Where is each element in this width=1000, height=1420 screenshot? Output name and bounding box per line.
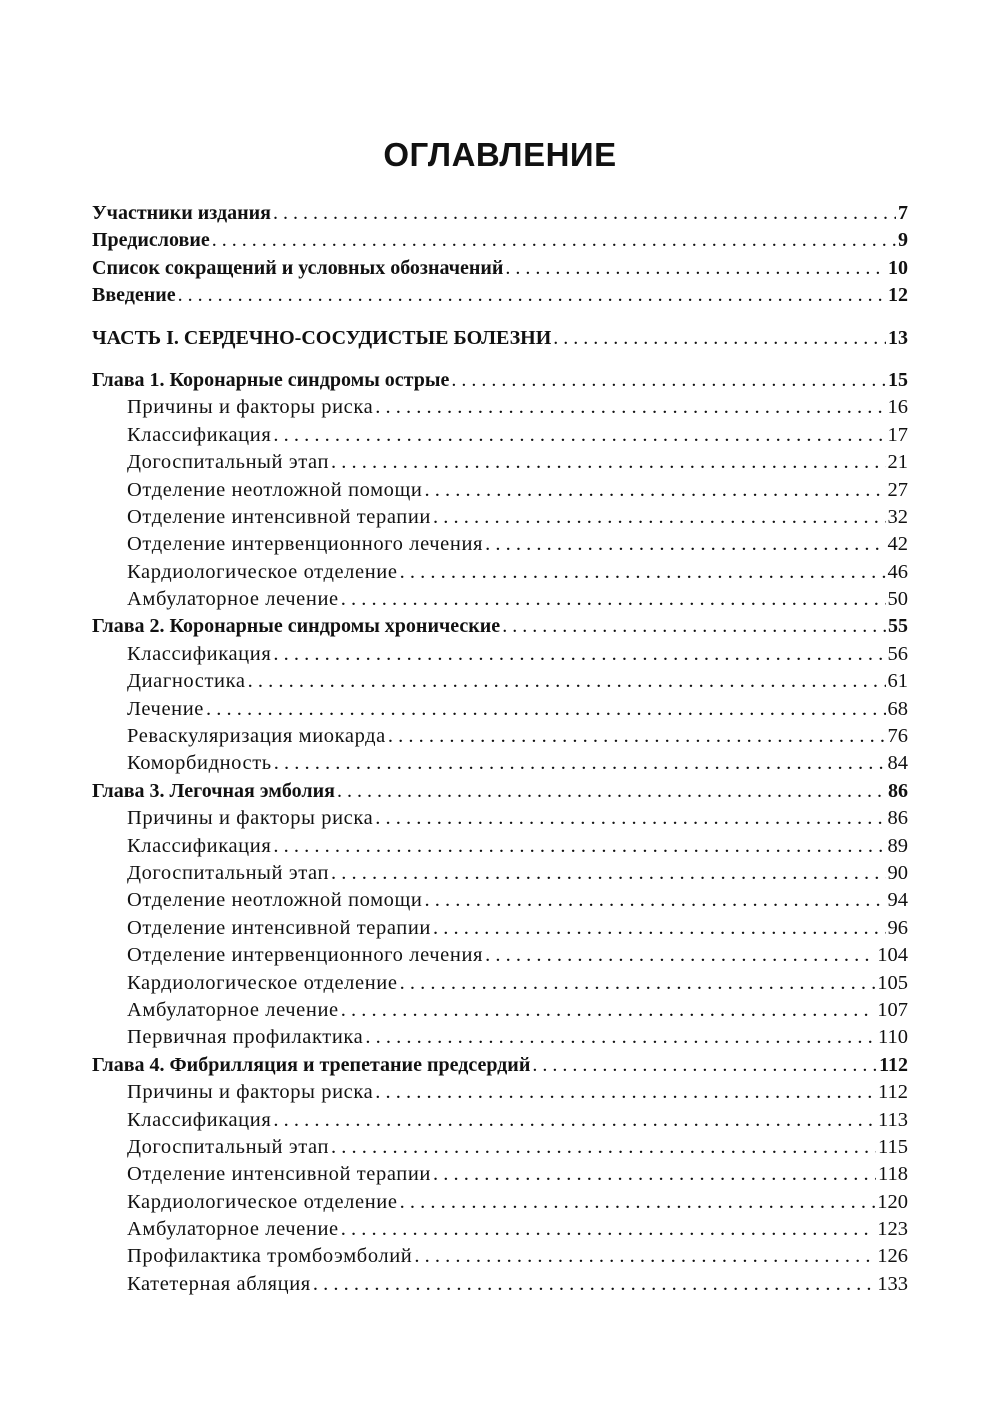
toc-entry-label: Кардиологическое отделение [127, 971, 398, 994]
toc-entry-label: Реваскуляризация миокарда [127, 725, 386, 748]
toc-entry-label: Догоспитальный этап [127, 1135, 330, 1158]
dot-leader [212, 227, 896, 254]
dot-leader [273, 641, 885, 668]
toc-section-entry[interactable] [92, 1079, 908, 1106]
toc-chapter-entry[interactable] [92, 367, 908, 394]
dot-leader [424, 477, 885, 504]
toc-page-number: 12 [888, 284, 908, 307]
toc-entry-label: Катетерная абляция [127, 1272, 311, 1295]
toc-entry-label: Отделение неотложной помощи [127, 889, 423, 912]
toc-section-entry[interactable] [92, 422, 908, 449]
toc-page-number: 9 [898, 229, 908, 252]
dot-leader [400, 559, 886, 586]
toc-page-number: 126 [877, 1245, 908, 1268]
toc-section-entry[interactable] [92, 970, 908, 997]
toc-section-entry[interactable] [92, 504, 908, 531]
toc-entry-label: Коморбидность [127, 752, 272, 775]
dot-leader [273, 200, 896, 227]
toc-section-entry[interactable] [92, 477, 908, 504]
toc-page-number: 96 [887, 916, 908, 939]
toc-entry-label: Отделение неотложной помощи [127, 478, 423, 501]
toc-page-number: 107 [877, 998, 908, 1021]
dot-leader [553, 325, 886, 352]
dot-leader [331, 449, 885, 476]
toc-entry-label: Отделение интервенционного лечения [127, 533, 484, 556]
dot-leader [485, 942, 875, 969]
dot-leader [341, 1216, 876, 1243]
toc-entry-label: Отделение интервенционного лечения [127, 944, 484, 967]
toc-chapter-entry[interactable] [92, 200, 908, 227]
toc-entry-label: Отделение интенсивной терапии [127, 1163, 431, 1186]
toc-entry-label: Лечение [127, 697, 205, 720]
toc-section-entry[interactable] [92, 1107, 908, 1134]
dot-leader [274, 750, 886, 777]
toc-section-entry[interactable] [92, 942, 908, 969]
table-of-contents [92, 200, 908, 1298]
toc-section-entry[interactable] [92, 449, 908, 476]
toc-entry-label: Список сокращений и условных обозначений [92, 256, 504, 279]
toc-page-number: 21 [887, 451, 908, 474]
toc-entry-label: Классификация [127, 423, 272, 446]
toc-page-number: 42 [887, 533, 908, 556]
toc-entry-label: Кардиологическое отделение [127, 1190, 398, 1213]
toc-entry-label: Глава 3. Легочная эмболия [92, 779, 335, 802]
toc-section-entry[interactable] [92, 750, 908, 777]
dot-leader [433, 1161, 876, 1188]
toc-page-number: 56 [887, 642, 908, 665]
dot-leader [485, 531, 885, 558]
dot-leader [178, 282, 886, 309]
dot-leader [375, 805, 885, 832]
dot-leader [331, 1134, 876, 1161]
toc-page-number: 76 [887, 725, 908, 748]
toc-entry-label: Догоспитальный этап [127, 861, 330, 884]
toc-entry-label: Амбулаторное лечение [127, 1218, 339, 1241]
dot-leader [532, 1052, 877, 1079]
dot-leader [337, 778, 886, 805]
toc-entry-label: Причины и факторы риска [127, 396, 374, 419]
toc-entry-label: Глава 1. Коронарные синдромы острые [92, 368, 450, 391]
toc-section-entry[interactable] [92, 1243, 908, 1270]
toc-section-entry[interactable] [92, 805, 908, 832]
toc-entry-label: Первичная профилактика [127, 1026, 364, 1049]
toc-page-number: 55 [888, 615, 908, 638]
toc-page-number: 61 [887, 670, 908, 693]
toc-page-number: 112 [879, 1053, 908, 1076]
toc-section-entry[interactable] [92, 1024, 908, 1051]
toc-section-entry[interactable] [92, 559, 908, 586]
dot-leader [375, 1079, 876, 1106]
toc-page-number: 110 [878, 1026, 908, 1049]
toc-section-entry[interactable] [92, 696, 908, 723]
toc-page-number: 113 [878, 1108, 908, 1131]
page-title: ОГЛАВЛЕНИЕ [383, 136, 617, 173]
toc-entry-label: Профилактика тромбоэмболий [127, 1245, 413, 1268]
dot-leader [505, 255, 886, 282]
toc-entry-label: Догоспитальный этап [127, 451, 330, 474]
dot-leader [388, 723, 886, 750]
toc-entry-label: Амбулаторное лечение [127, 588, 339, 611]
toc-chapter-entry[interactable] [92, 613, 908, 640]
toc-chapter-entry[interactable] [92, 282, 908, 309]
toc-entry-label: Причины и факторы риска [127, 807, 374, 830]
toc-page-number: 10 [888, 256, 908, 279]
toc-entry-label: Глава 4. Фибрилляция и трепетание предсердий [92, 1053, 531, 1076]
toc-page-number: 104 [877, 944, 908, 967]
toc-page-number: 46 [887, 560, 908, 583]
toc-page-number: 27 [887, 478, 908, 501]
toc-entry-label: Классификация [127, 642, 272, 665]
dot-leader [273, 833, 885, 860]
toc-entry-label: Классификация [127, 834, 272, 857]
dot-leader [365, 1024, 876, 1051]
toc-section-entry[interactable] [92, 860, 908, 887]
toc-chapter-entry[interactable] [92, 778, 908, 805]
toc-entry-label: ЧАСТЬ I. СЕРДЕЧНО-СОСУДИСТЫЕ БОЛЕЗНИ [92, 326, 552, 349]
toc-section-entry[interactable] [92, 1134, 908, 1161]
toc-page-number: 50 [887, 588, 908, 611]
toc-section-entry[interactable] [92, 586, 908, 613]
toc-page-number: 123 [877, 1218, 908, 1241]
toc-page-number: 16 [887, 396, 908, 419]
dot-leader [341, 586, 886, 613]
toc-page-number: 133 [877, 1272, 908, 1295]
toc-entry-label: Введение [92, 284, 176, 307]
toc-section-entry[interactable] [92, 915, 908, 942]
toc-page-number: 115 [878, 1135, 908, 1158]
toc-entry-label: Диагностика [127, 670, 246, 693]
dot-leader [206, 696, 885, 723]
toc-section-entry[interactable] [92, 833, 908, 860]
toc-section-entry[interactable] [92, 531, 908, 558]
toc-page-number: 120 [877, 1190, 908, 1213]
toc-page-number: 105 [877, 971, 908, 994]
toc-page-number: 94 [887, 889, 908, 912]
toc-section-entry[interactable] [92, 641, 908, 668]
dot-leader [313, 1271, 875, 1298]
toc-entry-label: Глава 2. Коронарные синдромы хронические [92, 615, 501, 638]
toc-entry-label: Классификация [127, 1108, 272, 1131]
toc-section-entry[interactable] [92, 668, 908, 695]
dot-leader [273, 422, 885, 449]
dot-leader [248, 668, 886, 695]
toc-page-number: 86 [888, 779, 908, 802]
dot-leader [451, 367, 886, 394]
toc-page-number: 118 [878, 1163, 908, 1186]
toc-chapter-entry[interactable] [92, 1052, 908, 1079]
toc-page-number: 89 [887, 834, 908, 857]
toc-page-number: 86 [887, 807, 908, 830]
toc-section-entry[interactable] [92, 997, 908, 1024]
dot-leader [424, 887, 885, 914]
toc-chapter-entry[interactable] [92, 227, 908, 254]
dot-leader [400, 1189, 876, 1216]
dot-leader [502, 613, 886, 640]
dot-leader [400, 970, 876, 997]
dot-leader [433, 504, 886, 531]
toc-entry-label: Причины и факторы риска [127, 1081, 374, 1104]
toc-chapter-entry[interactable] [92, 325, 908, 352]
dot-leader [414, 1243, 875, 1270]
toc-entry-label: Предисловие [92, 229, 210, 252]
toc-page-number: 90 [887, 861, 908, 884]
toc-entry-label: Амбулаторное лечение [127, 998, 339, 1021]
dot-leader [433, 915, 886, 942]
toc-section-entry[interactable] [92, 887, 908, 914]
dot-leader [341, 997, 876, 1024]
toc-entry-label: Отделение интенсивной терапии [127, 505, 431, 528]
toc-section-entry[interactable] [92, 723, 908, 750]
toc-page-number: 112 [878, 1081, 908, 1104]
toc-entry-label: Кардиологическое отделение [127, 560, 398, 583]
dot-leader [375, 394, 885, 421]
toc-section-entry[interactable] [92, 1271, 908, 1298]
toc-page-number: 84 [887, 752, 908, 775]
toc-page-number: 7 [898, 202, 908, 224]
toc-section-entry[interactable] [92, 1161, 908, 1188]
toc-page-number: 15 [888, 368, 908, 391]
toc-page-number: 32 [887, 505, 908, 528]
toc-section-entry[interactable] [92, 394, 908, 421]
toc-entry-label: Отделение интенсивной терапии [127, 916, 431, 939]
toc-entry-label: Участники издания [92, 202, 271, 224]
toc-page-number: 68 [887, 697, 908, 720]
dot-leader [273, 1107, 876, 1134]
toc-page-number: 17 [887, 423, 908, 446]
toc-section-entry[interactable] [92, 1189, 908, 1216]
toc-page-number: 13 [888, 326, 908, 349]
dot-leader [331, 860, 885, 887]
toc-section-entry[interactable] [92, 1216, 908, 1243]
toc-chapter-entry[interactable] [92, 255, 908, 282]
